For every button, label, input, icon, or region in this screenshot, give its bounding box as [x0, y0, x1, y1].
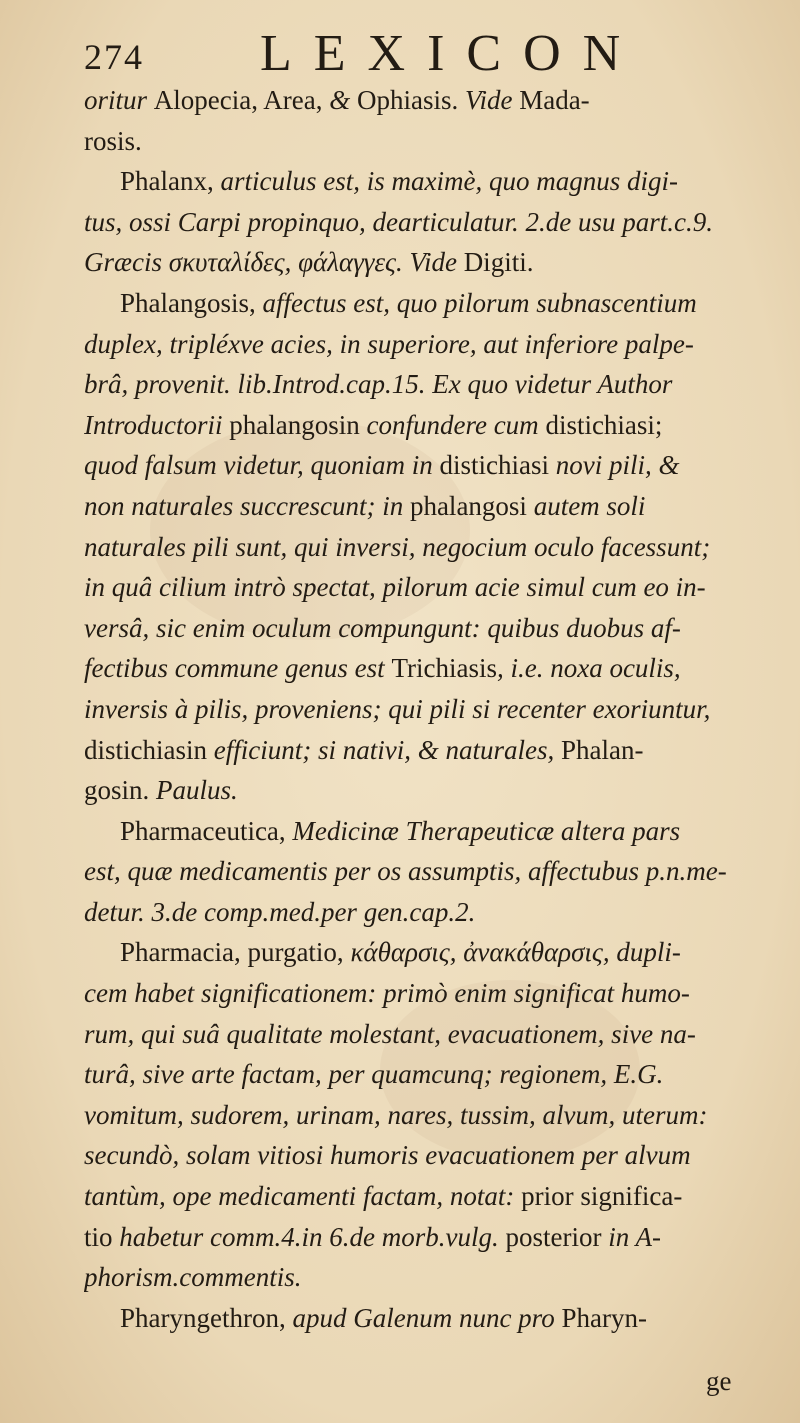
roman-text: Alopecia, Area, — [153, 85, 330, 115]
italic-text: brâ, provenit. lib.Introd.cap.15. Ex quo videtur Author — [84, 369, 673, 400]
page-number: 274 — [84, 37, 144, 77]
text-line — [84, 1014, 764, 1055]
italic-text: Græcis σκυταλίδες, φάλαγγες. Vide — [84, 247, 464, 278]
roman-text: Mada- — [519, 85, 590, 115]
italic-text: Paulus. — [156, 775, 238, 806]
italic-text: affectus est, quo pilorum subnascentium — [262, 287, 697, 318]
text-line — [84, 405, 764, 446]
text-line — [84, 527, 764, 568]
italic-text: oritur — [84, 85, 154, 115]
text-line — [84, 973, 764, 1014]
text-line — [84, 283, 764, 324]
italic-text: habetur comm.4.in 6.de morb.vulg. — [119, 1221, 506, 1252]
text-line — [84, 851, 764, 892]
text-line — [84, 1217, 764, 1258]
roman-text: distichiasin — [84, 734, 214, 765]
running-head: LEXICON — [260, 25, 643, 82]
text-line — [84, 567, 764, 608]
roman-text: Digiti. — [463, 247, 534, 278]
roman-text: phalangosi — [409, 490, 534, 521]
text-line — [84, 242, 764, 283]
roman-text: Pharyngethron, — [120, 1302, 293, 1333]
roman-text: Phalanx, — [120, 166, 221, 197]
text-line — [84, 689, 764, 730]
roman-text: phalangosin — [229, 409, 367, 440]
text-line — [84, 324, 764, 365]
italic-text: vomitum, sudorem, urinam, nares, tussim, alvum, uterum: — [84, 1099, 708, 1130]
italic-text: κάθαρσις, ἀνακάθαρσις, dupli- — [350, 937, 681, 968]
text-line — [84, 364, 764, 405]
roman-text: tio — [84, 1221, 120, 1252]
text-line — [84, 730, 764, 771]
roman-text: Pharmacia, purgatio, — [120, 937, 351, 968]
roman-text: Ophiasis. — [356, 85, 465, 115]
text-line — [84, 1135, 764, 1176]
text-line — [84, 932, 764, 973]
roman-text: gosin. — [84, 775, 157, 806]
italic-text: inversis à pilis, proveniens; qui pili si recenter exoriuntur, — [84, 693, 711, 724]
text-line — [84, 1095, 764, 1136]
italic-text: Medicinæ Therapeuticæ altera pars — [292, 815, 681, 846]
italic-text: phorism.commentis. — [84, 1262, 302, 1293]
italic-text: turâ, sive arte factam, per quamcunq; regionem, E.G. — [84, 1059, 664, 1090]
text-line — [84, 811, 764, 852]
italic-text: apud Galenum nunc pro — [292, 1302, 562, 1333]
roman-text: Pharmaceutica, — [120, 815, 293, 846]
catchword: ge — [706, 1366, 732, 1396]
italic-text: versâ, sic enim oculum compungunt: quibus duobus af- — [84, 612, 681, 643]
text-line — [84, 161, 764, 202]
italic-text: novi pili, & — [555, 450, 680, 481]
text-line — [84, 486, 764, 527]
roman-text: posterior — [505, 1221, 609, 1252]
text-line — [84, 1257, 764, 1298]
italic-text: Introductorii — [84, 409, 230, 440]
italic-text: Vide — [464, 85, 520, 115]
page-header — [84, 22, 724, 82]
roman-text: Phalan- — [560, 734, 644, 765]
italic-text: confundere cum — [366, 409, 546, 440]
italic-text: articulus est, is maximè, quo magnus digi- — [220, 166, 678, 197]
italic-text: & — [329, 85, 357, 115]
roman-text: rosis. — [84, 125, 142, 156]
italic-text: duplex, tripléxve acies, in superiore, aut inferiore palpe- — [84, 328, 694, 359]
italic-text: cem habet significationem: primò enim significat humo- — [84, 978, 690, 1009]
roman-text: distichiasi — [439, 450, 556, 481]
italic-text: tantùm, ope medicamenti factam, notat: — [84, 1181, 522, 1212]
text-line — [84, 770, 764, 811]
italic-text: quod falsum videtur, quoniam in — [84, 450, 440, 481]
italic-text: , i.e. noxa oculis, — [496, 653, 681, 684]
italic-text: autem soli — [533, 490, 646, 521]
text-line — [84, 445, 764, 486]
text-line — [84, 648, 764, 689]
roman-text: Pharyn- — [561, 1302, 647, 1333]
roman-text: Phalangosis, — [120, 287, 263, 318]
italic-text: detur. 3.de comp.med.per gen.cap.2. — [84, 896, 476, 927]
italic-text: secundò, solam vitiosi humoris evacuationem per alvum — [84, 1140, 691, 1171]
lexicon-text — [84, 80, 764, 1338]
roman-text: prior significa- — [521, 1181, 683, 1212]
italic-text: non naturales succrescunt; in — [84, 490, 410, 521]
italic-text: naturales pili sunt, qui inversi, negocium oculo facessunt; — [84, 531, 711, 562]
italic-text: tus, ossi Carpi propinquo, dearticulatur. 2.de usu part.c.9. — [84, 206, 714, 237]
italic-text: fectibus commune genus est — [84, 653, 392, 684]
text-line — [84, 80, 764, 121]
text-line — [84, 202, 764, 243]
roman-text: distichiasi; — [545, 409, 663, 440]
text-line — [84, 1298, 764, 1339]
text-line — [84, 121, 764, 162]
text-line — [84, 1176, 764, 1217]
text-line — [84, 1054, 764, 1095]
text-line — [84, 608, 764, 649]
italic-text: efficiunt; si nativi, & naturales, — [213, 734, 561, 765]
roman-text: Trichiasis — [391, 653, 497, 684]
text-line — [84, 892, 764, 933]
italic-text: in A- — [608, 1221, 661, 1252]
italic-text: est, quæ medicamentis per os assumptis, affectubus p.n.me- — [84, 856, 727, 887]
italic-text: rum, qui suâ qualitate molestant, evacuationem, sive na- — [84, 1018, 696, 1049]
italic-text: in quâ cilium intrò spectat, pilorum acie simul cum eo in- — [84, 572, 706, 603]
